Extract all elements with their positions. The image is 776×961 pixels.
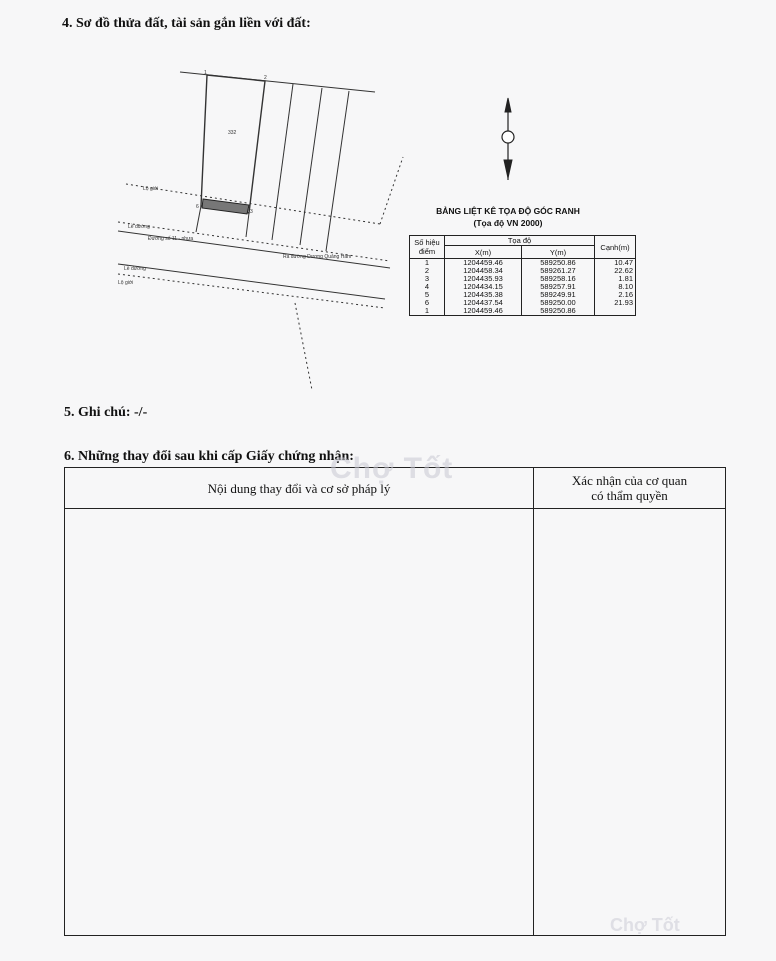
svg-text:6: 6 — [196, 204, 199, 210]
coord-row — [410, 283, 636, 291]
coord-cell-x: 1204459.46 — [445, 307, 522, 316]
coord-row — [410, 299, 636, 307]
coord-cell-edge: 21.93 — [595, 299, 636, 307]
section-6-title: 6. Những thay đổi sau khi cấp Giấy chứng nhận: — [64, 449, 354, 464]
coord-cell-x: 1204459.46 — [445, 259, 522, 268]
coord-cell-point: 3 — [410, 275, 445, 283]
coord-row — [410, 275, 636, 283]
coord-cell-point: 1 — [410, 259, 445, 268]
coord-cell-edge: 1.81 — [595, 275, 636, 283]
coord-table-title-line2: (Tọa độ VN 2000) — [473, 218, 543, 228]
changes-col-content: Nội dung thay đổi và cơ sở pháp lý — [65, 468, 534, 509]
setback-label-top: Lộ giới — [143, 186, 159, 192]
coord-row — [410, 291, 636, 299]
header-edge: Cạnh(m) — [595, 236, 636, 259]
coord-cell-x: 1204434.15 — [445, 283, 522, 291]
coord-cell-edge — [595, 307, 636, 316]
coord-cell-point: 1 — [410, 307, 445, 316]
coord-cell-edge: 2.16 — [595, 291, 636, 299]
svg-text:1: 1 — [204, 70, 207, 76]
section-5-title: 5. Ghi chú: -/- — [64, 405, 148, 420]
coord-cell-x: 1204435.38 — [445, 291, 522, 299]
road-direction-label: Ra đường Dương Quảng Hàm — [283, 254, 352, 260]
coord-cell-x: 1204435.93 — [445, 275, 522, 283]
coord-cell-edge: 22.62 — [595, 267, 636, 275]
coord-cell-y: 589250.86 — [522, 259, 595, 268]
north-arrow-icon — [502, 98, 514, 180]
coord-table-title — [410, 205, 606, 229]
header-point: Số hiệu điểm — [410, 236, 445, 259]
coord-cell-y: 589249.91 — [522, 291, 595, 299]
coordinate-table — [409, 235, 636, 316]
setback-label-bottom: Lộ giới — [118, 280, 134, 286]
coord-cell-edge: 10.47 — [595, 259, 636, 268]
coord-cell-y: 589258.16 — [522, 275, 595, 283]
parcel-sketch — [0, 0, 776, 400]
changes-col-authority — [534, 468, 726, 509]
coord-cell-y: 589250.00 — [522, 299, 595, 307]
svg-text:2: 2 — [264, 75, 267, 81]
road-edge-label-top: Lề đường — [128, 224, 150, 230]
changes-table — [64, 467, 726, 936]
coord-row — [410, 307, 636, 316]
coord-cell-point: 2 — [410, 267, 445, 275]
coord-row — [410, 259, 636, 268]
section-4-title: 4. Sơ đồ thửa đất, tài sản gắn liền với đất: — [62, 16, 311, 31]
changes-authority-cell — [534, 509, 726, 936]
coord-row — [410, 267, 636, 275]
road-edge-label-bottom: Lề đường — [124, 266, 146, 272]
coord-cell-y: 589261.27 — [522, 267, 595, 275]
changes-content-cell — [65, 509, 534, 936]
header-x: X(m) — [445, 246, 522, 259]
watermark-corner: Chợ Tốt — [610, 915, 680, 935]
authority-line2: có thẩm quyền — [591, 488, 668, 503]
coord-cell-y: 589250.86 — [522, 307, 595, 316]
header-coord: Tọa độ — [445, 236, 595, 246]
coord-cell-x: 1204437.54 — [445, 299, 522, 307]
coord-cell-point: 5 — [410, 291, 445, 299]
header-y: Y(m) — [522, 246, 595, 259]
parcel-label: 332 — [228, 130, 237, 136]
coord-cell-x: 1204458.34 — [445, 267, 522, 275]
road-name-label: Đường số 11 - nhựa — [148, 236, 194, 242]
coord-cell-edge: 8.10 — [595, 283, 636, 291]
coord-cell-y: 589257.91 — [522, 283, 595, 291]
coord-table-title-line1: BẢNG LIỆT KÊ TỌA ĐỘ GÓC RANH — [436, 206, 580, 216]
coord-cell-point: 6 — [410, 299, 445, 307]
svg-text:3: 3 — [250, 209, 253, 215]
authority-line1: Xác nhận của cơ quan — [571, 473, 688, 488]
watermark: Chợ Tốt — [330, 452, 454, 485]
coord-cell-point: 4 — [410, 283, 445, 291]
